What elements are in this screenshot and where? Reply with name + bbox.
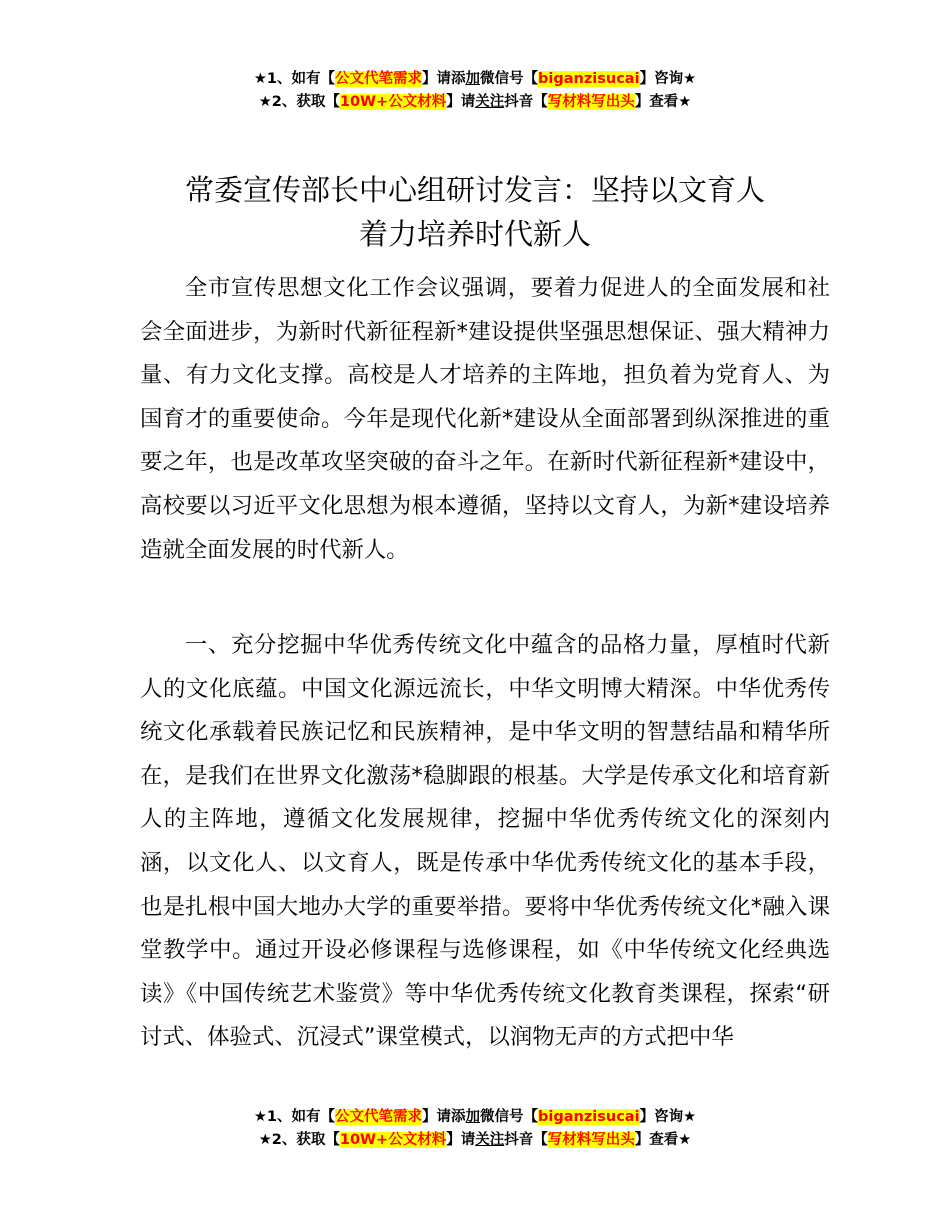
- promo-text: ★2、获取【: [258, 94, 340, 110]
- promo-text: 】咨询★: [639, 1109, 697, 1125]
- title-line-1: 常委宣传部长中心组研讨发言：坚持以文育人: [184, 173, 765, 207]
- promo-text: 】请: [446, 1132, 476, 1148]
- promo-highlight: 10W+公文材料: [339, 1132, 447, 1148]
- promo-highlight: 10W+公文材料: [339, 94, 447, 110]
- promo-text: 】请添: [422, 1109, 466, 1125]
- promo-text: 】请: [446, 94, 476, 110]
- promo-text: 】咨询★: [639, 71, 697, 87]
- promo-underline: 加: [465, 1109, 481, 1125]
- promo-highlight: 写材料写出头: [547, 1132, 635, 1148]
- footer-promo-banner: [0, 1106, 950, 1152]
- promo-line-2: [0, 91, 950, 114]
- promo-highlight: biganzisucai: [538, 71, 640, 87]
- promo-highlight: 公文代笔需求: [335, 1109, 423, 1125]
- promo-highlight: biganzisucai: [538, 1109, 640, 1125]
- promo-text: ★2、获取【: [258, 1132, 340, 1148]
- promo-highlight: 公文代笔需求: [335, 71, 423, 87]
- title-line-2: 着力培养时代新人: [358, 217, 591, 251]
- promo-text: 抖音【: [504, 94, 548, 110]
- promo-text: 抖音【: [504, 1132, 548, 1148]
- header-promo-banner: [0, 68, 950, 114]
- promo-text: 】请添: [422, 71, 466, 87]
- promo-line-1: [0, 68, 950, 91]
- body-paragraph-1: 全市宣传思想文化工作会议强调，要着力促进人的全面发展和社会全面进步，为新时代新征程新*建设提供坚强思想保证、强大精神力量、有力文化支撑。高校是人才培养的主阵地，担负着为党育人、为国育才的重要使命。今年是现代化新*建设从全面部署到纵深推进的重要之年，也是改革攻坚突破的奋斗之年。在新时代新征程新*建设中，高校要以习近平文化思想为根本遵循，坚持以文育人，为新*建设培养造就全面发展的时代新人。: [140, 275, 830, 563]
- promo-line-2: [0, 1129, 950, 1152]
- body-paragraph-2: 一、充分挖掘中华优秀传统文化中蕴含的品格力量，厚植时代新人的文化底蕴。中国文化源远流长，中华文明博大精深。中华优秀传统文化承载着民族记忆和民族精神，是中华文明的智慧结晶和精华所在，是我们在世界文化激荡*稳脚跟的根基。大学是传承文化和培育新人的主阵地，遵循文化发展规律，挖掘中华优秀传统文化的深刻内涵，以文化人、以文育人，既是传承中华优秀传统文化的基本手段，也是扎根中国大地办大学的重要举措。要将中华优秀传统文化*融入课堂教学中。通过开设必修课程与选修课程，如《中华传统文化经典选读》《中国传统艺术鉴赏》等中华优秀传统文化教育类课程，探索“研讨式、体验式、沉浸式”课堂模式，以润物无声的方式把中华: [140, 632, 830, 1051]
- document-title: [120, 168, 830, 256]
- promo-highlight: 写材料写出头: [547, 94, 635, 110]
- promo-text: ★1、如有【: [253, 71, 336, 87]
- promo-text: 】查看★: [634, 1132, 692, 1148]
- promo-text: 微信号【: [480, 1109, 539, 1125]
- promo-text: 微信号【: [480, 71, 539, 87]
- promo-underline: 关注: [475, 94, 505, 110]
- promo-line-1: [0, 1106, 950, 1129]
- promo-underline: 加: [465, 71, 481, 87]
- promo-text: ★1、如有【: [253, 1109, 336, 1125]
- promo-underline: 关注: [475, 1132, 505, 1148]
- promo-text: 】查看★: [634, 94, 692, 110]
